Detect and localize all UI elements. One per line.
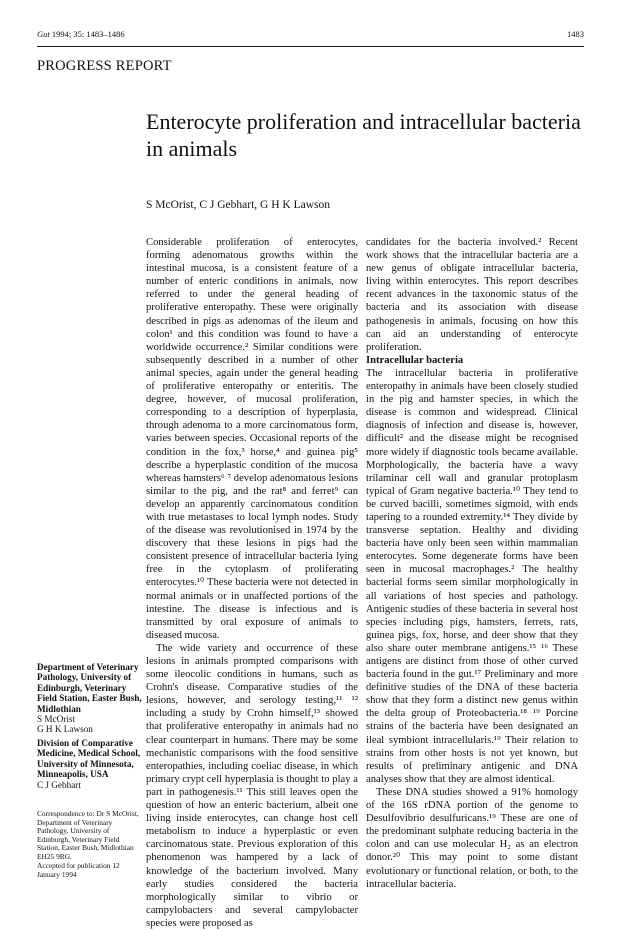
affiliation-block-2 <box>37 738 143 790</box>
body-paragraph: Considerable proliferation of enterocytes, forming adenomatous growths within the intestinal mucosa, is a consistent feature of a number of enteric conditions in animals, now referred to under the general heading of proliferative enteropathy. These were originally described in pigs as adenomas of the ileum and colon¹ and this condition was found to have a worldwide occurrence.² Similar conditions were subsequently described in a number of other animal species, again under the general heading of proliferative enteropathy or enteritis. The degree, however, of mucosal proliferation, corresponding to a description of hyperplasia, through adenoma to a more carcinomatous form, varies between species. Occasional reports of the condition in the fox,³ horse,⁴ and guinea pig⁵ describe a hyperplastic condition of the mucosa whereas hamsters⁶ ⁷ develop adenomatous lesions similar to the pig, and the rat⁸ and ferret⁹ can develop an apparently carcinomatous condition with true metastases to local lymph nodes. Study of the disease was revolutionised in 1974 by the discovery that these lesions in pigs had the consistent presence of intracellular bacteria lying free in the cytoplasm of proliferating enterocytes.¹⁰ These bacteria were not detected in normal animals or in unaffected portions of the intestine. The disease is infectious and is transmitted by oral exposure of animals to diseased mucosa. <box>146 237 358 641</box>
affiliation-author: S McOrist <box>37 714 76 725</box>
accepted-note: Accepted for publication 12 January 1994 <box>37 861 120 879</box>
citation: 1994; 35: 1483–1486 <box>51 29 125 39</box>
article-title: Enterocyte proliferation and intracellular bacteria in animals <box>146 109 581 161</box>
body-column-right <box>366 236 578 891</box>
subheading: Intracellular bacteria <box>366 354 464 366</box>
affiliation-author: G H K Lawson <box>37 724 93 735</box>
journal-name: Gut <box>37 29 50 39</box>
body-column-left <box>146 236 358 930</box>
author-list: S McOrist, C J Gebhart, G H K Lawson <box>146 199 330 211</box>
section-label: PROGRESS REPORT <box>37 58 172 74</box>
affiliation-name: Department of Veterinary Pathology, University of Edinburgh, Veterinary Field Station, Easter Bush, Midlothian <box>37 662 142 714</box>
page-number: 1483 <box>567 29 584 39</box>
correspondence-note: Correspondence to: Dr S McOrist, Department of Veterinary Pathology, University of Edinburgh, Veterinary Field Station, Easter Bush, Midlothian EH25 9RG. <box>37 809 139 861</box>
body-paragraph: These DNA studies showed a 91% homology of the 16S rDNA portion of the genome to Desulfovibrio desulfuricans.¹⁹ These are one of the predominant sulphate reducing bacteria in the colon and can use molecular H₂ as an electron donor.²⁰ This may point to some distant evolutionary or functional relation, or both, to the intracellular bacteria. <box>366 786 578 890</box>
body-paragraph: candidates for the bacteria involved.² Recent work shows that the intracellular bacteria are a new genus of obligate intracellular bacteria, living within enterocytes. This report describes recent advances in the taxonomic status of the bacteria and its association with disease pathogenesis in animals, focusing on how this can aid an understanding of enterocyte proliferation. <box>366 237 578 353</box>
affiliation-block-1 <box>37 662 143 735</box>
running-header-citation <box>37 29 125 39</box>
body-paragraph: The intracellular bacteria in proliferative enteropathy in animals have been closely studied in the pig and hamster species, in which the disease is common and widespread. Clinical diagnosis of infection and disease is, however, difficult² and the disease might be recognised more widely if diagnostic tools became available. Morphologically, the bacteria have a wavy trilaminar cell wall and granular protoplasm typical of Gram negative bacteria.¹⁰ They tend to be curved bacilli, sometimes sigmoid, with ends tapering to a rounded extremity.¹⁴ They divide by transverse septation. Healthy and dividing bacteria have only been seen within mammalian enterocytes. Some degenerate forms have been seen in mucosal macrophages.² The healthy bacterial forms seem similar morphologically in all variations of host species and pathology. Antigenic studies of these bacteria in several host species including pigs, hamsters, ferrets, rats, guinea pigs, fox, horse, and deer show that they also share outer membrane antigens.¹⁵ ¹⁶ These antigens are distinct from those of other curved bacteria found in the gut.¹⁷ Preliminary and more definitive studies of the DNA of these bacteria show that they form a distinct new genus within the delta group of Proteobacteria.¹⁸ ¹⁹ Porcine strains of the bacteria have been designated an ileal symbiont intracellularis.¹⁹ Their relation to strains from other hosts is not yet known, but results of preliminary antigenic and DNA analyses show that they are almost identical. <box>366 367 578 785</box>
affiliation-name: Division of Comparative Medicine, Medical School, University of Minnesota, Minneapolis, USA <box>37 738 141 780</box>
header-rule <box>37 46 584 47</box>
affiliation-author: C J Gebhart <box>37 779 81 790</box>
body-paragraph: The wide variety and occurrence of these lesions in animals prompted comparisons with some ileocolic conditions in humans, such as Crohn's disease. Comparative studies of the lesions, however, and serology testing,¹¹ ¹² including a study by Crohn himself,¹³ showed that proliferative enteropathy in animals had no clear counterpart in humans. There may be some mechanistic comparisons with the food sensitive enteropathies, including coeliac disease, in which primary crypt cell hyperplasia is thought to play a part in pathogenesis.¹¹ This still leaves open the question of how an enteric bacterium, albeit one living inside enterocytes, can change host cell metabolism to induce a hyperplastic or even carcinomatous state. Previous exploration of this phenomenon was hampered by a lack of knowledge of the bacterium involved. Many early studies considered the bacteria morphologically similar to vibrio or campylobacters and several campylobacter species were proposed as <box>146 642 358 929</box>
